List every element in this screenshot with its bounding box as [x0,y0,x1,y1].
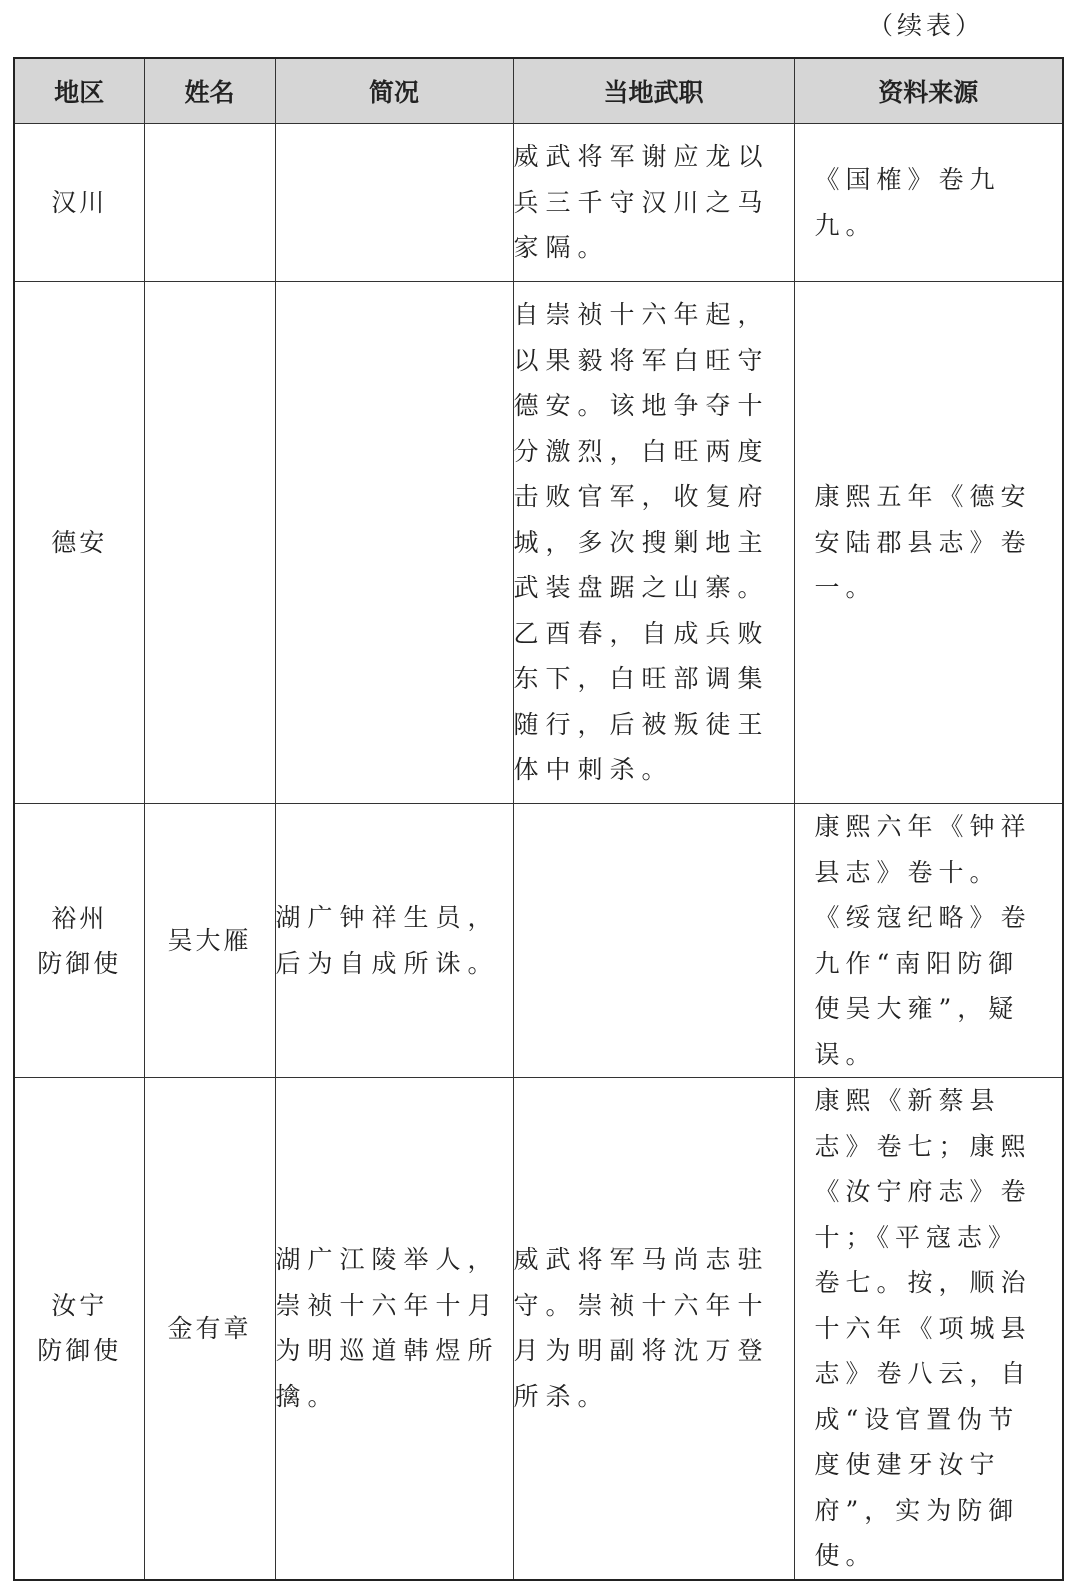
region-line: 德安 [51,528,108,557]
data-table [13,57,1064,1581]
cell-region [14,1078,144,1580]
table-header-row [14,58,1063,124]
cell-region [14,804,144,1078]
table-row [14,1078,1063,1580]
cell-summary [275,124,513,282]
cell-military-post: 威武将军马尚志驻守。崇祯十六年十月为明副将沈万登所杀。 [513,1078,794,1580]
cell-name [144,282,275,804]
header-summary: 简况 [275,58,513,124]
region-line: 汉川 [51,188,108,217]
cell-source: 康熙五年《德安安陆郡县志》卷一。 [794,282,1063,804]
table-row [14,804,1063,1078]
cell-military-post: 威武将军谢应龙以兵三千守汉川之马家隔。 [513,124,794,282]
continued-table-label: （续表） [867,11,984,40]
cell-region [14,282,144,804]
cell-source: 《国榷》卷九九。 [794,124,1063,282]
region-line: 防御使 [37,1336,122,1366]
cell-military-post: 自崇祯十六年起，以果毅将军白旺守德安。该地争夺十分激烈，白旺两度击败官军，收复府城，多次搜剿地主武装盘踞之山寨。乙酉春，自成兵败东下，白旺部调集随行，后被叛徒王体中刺杀。 [513,282,794,804]
cell-name: 吴大雁 [144,804,275,1078]
header-military-post: 当地武职 [513,58,794,124]
cell-summary: 湖广江陵举人，崇祯十六年十月为明巡道韩煜所擒。 [275,1078,513,1580]
cell-summary: 湖广钟祥生员，后为自成所诛。 [275,804,513,1078]
cell-source: 康熙《新蔡县志》卷七；康熙《汝宁府志》卷十；《平寇志》卷七。按，顺治十六年《项城县志》卷八云，自成“设官置伪节度使建牙汝宁府”，实为防御使。 [794,1078,1063,1580]
cell-name [144,124,275,282]
header-source: 资料来源 [794,58,1063,124]
cell-name: 金有章 [144,1078,275,1580]
region-line: 裕州 [51,903,108,933]
header-region: 地区 [14,58,144,124]
table-row [14,124,1063,282]
cell-summary [275,282,513,804]
region-line: 汝宁 [51,1291,108,1321]
cell-region [14,124,144,282]
cell-military-post [513,804,794,1078]
table-row [14,282,1063,804]
header-name: 姓名 [144,58,275,124]
region-line: 防御使 [37,948,122,978]
cell-source: 康熙六年《钟祥县志》卷十。《绥寇纪略》卷九作“南阳防御使吴大雍”，疑误。 [794,804,1063,1078]
